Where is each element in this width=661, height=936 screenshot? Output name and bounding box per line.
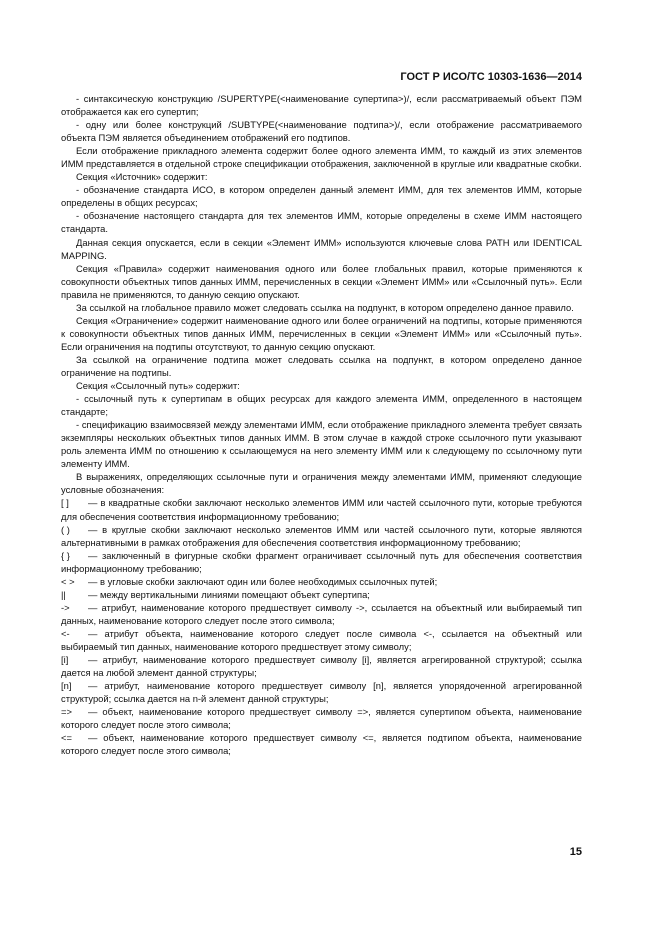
definition-symbol: < > xyxy=(61,575,75,587)
paragraph: Секция «Ограничение» содержит наименование одного или более ограничений на подтипы, которые применяются к совокупности объектных типов данных ИММ, перечисленных в секции «Элемент ИММ» или «Ссылочный путь». Если ограничения на подтипы отсутствуют, то данную секцию опускают. xyxy=(61,314,582,352)
paragraph: Секция «Правила» содержит наименования одного или более глобальных правил, которые применяются к совокупности объектных типов данных ИММ, перечисленных в секции «Элемент ИММ» или «Ссылочный путь». Если правила не применяются, то данную секцию опускают. xyxy=(61,262,582,300)
paragraph: - синтаксическую конструкцию /SUPERTYPE(<наименование супертипа>)/, если рассматриваемый объект ПЭМ отображается как его супертип; xyxy=(61,93,582,118)
definition-item xyxy=(61,523,582,549)
definition-symbol: || xyxy=(61,588,66,600)
definition-symbol: -> xyxy=(61,601,70,613)
definition-item xyxy=(61,496,582,522)
document-body xyxy=(61,92,582,757)
definition-symbol: <= xyxy=(61,732,72,744)
paragraph: Секция «Ссылочный путь» содержит: xyxy=(76,380,240,392)
paragraph: - обозначение стандарта ИСО, в котором определен данный элемент ИММ, для тех элементов ИММ, которые определены в общих ресурсах; xyxy=(61,184,582,209)
definition-text: — между вертикальными линиями помещают объект супертипа; xyxy=(88,588,370,600)
paragraph: Секция «Источник» содержит: xyxy=(76,171,208,183)
definition-text: — в квадратные скобки заключают несколько элементов ИММ или частей ссылочного пути, которые требуются для обеспечения соответствия информационному требованию; xyxy=(61,497,582,522)
definition-item xyxy=(61,575,582,588)
definition-item xyxy=(61,588,582,601)
definition-text: — атрибут, наименование которого предшествует символу [n], является упорядоченной агрегированной структурой; ссылка дается на n-й элемент данной структуры; xyxy=(61,680,582,705)
definition-text: — атрибут, наименование которого предшествует символу ->, ссылается на объектный или выбираемый тип данных, наименование которого следует после этого символа; xyxy=(61,601,582,626)
definition-item xyxy=(61,679,582,705)
definition-text: — атрибут объекта, наименование которого следует после символа <-, ссылается на объектный или выбираемый тип данных, наименование которого предшествует этому символу; xyxy=(61,627,582,652)
definition-text: — заключенный в фигурные скобки фрагмент ограничивает ссылочный путь для обеспечения соответствия информационному требованию; xyxy=(61,549,582,574)
definition-symbol: <- xyxy=(61,627,70,639)
definition-symbol: [i] xyxy=(61,654,69,666)
definition-item xyxy=(61,549,582,575)
page-header: ГОСТ Р ИСО/ТС 10303-1636—2014 xyxy=(400,71,582,83)
definition-item xyxy=(61,731,582,757)
definition-text: — в круглые скобки заключают несколько элементов ИММ или частей ссылочного пути, которые являются альтернативными в рамках отображения для обеспечения соответствия информационному требованию; xyxy=(61,523,582,548)
paragraph: - спецификацию взаимосвязей между элементами ИММ, если отображение прикладного элемента требует связать экземпляры нескольких объектных типов данных ИММ. В этом случае в каждой строке ссылочного пути указывают роль элемента ИММ по отношению к ссылающемуся на него элементу ИММ или к следующему по ссылочному пути элементу ИММ. xyxy=(61,419,582,470)
paragraph: - обозначение настоящего стандарта для тех элементов ИММ, которые определены в схеме ИММ настоящего стандарта. xyxy=(61,210,582,235)
paragraph: - одну или более конструкций /SUBTYPE(<наименование подтипа>)/, если отображение рассматриваемого объекта ПЭМ является объединением отображений его подтипов. xyxy=(61,119,582,144)
definition-text: — в угловые скобки заключают один или более необходимых ссылочных путей; xyxy=(88,575,438,587)
paragraph: - ссылочный путь к супертипам в общих ресурсах для каждого элемента ИММ, определенного в настоящем стандарте; xyxy=(61,393,582,418)
paragraph: Данная секция опускается, если в секции «Элемент ИММ» используются ключевые слова PATH или IDENTICAL MAPPING. xyxy=(61,236,582,261)
definition-text: — объект, наименование которого предшествует символу <=, является подтипом объекта, наименование которого следует после этого символа; xyxy=(61,732,582,757)
definition-item xyxy=(61,627,582,653)
definition-symbol: => xyxy=(61,706,72,718)
definition-text: — объект, наименование которого предшествует символу =>, является супертипом объекта, наименование которого следует после этого символа; xyxy=(61,706,582,731)
paragraph: Если отображение прикладного элемента содержит более одного элемента ИММ, то каждый из этих элементов ИММ представляется в отдельной строке спецификации отображения, заключенной в круглые или квадратные скобки. xyxy=(61,145,582,170)
definition-item xyxy=(61,601,582,627)
paragraph: За ссылкой на ограничение подтипа может следовать ссылка на подпункт, в котором определено данное ограничение на подтипы. xyxy=(61,353,582,378)
page-number: 15 xyxy=(569,846,582,858)
definition-symbol: [n] xyxy=(61,680,72,692)
definition-item xyxy=(61,705,582,731)
definition-text: — атрибут, наименование которого предшествует символу [i], является агрегированной структурой; ссылка дается на любой элемент данной структуры; xyxy=(61,654,582,679)
definition-symbol: { } xyxy=(61,549,70,561)
definition-item xyxy=(61,653,582,679)
definition-symbol: [ ] xyxy=(61,497,69,509)
definition-symbol: ( ) xyxy=(61,523,70,535)
paragraph: За ссылкой на глобальное правило может следовать ссылка на подпункт, в котором определено данное правило. xyxy=(76,301,574,313)
paragraph: В выражениях, определяющих ссылочные пути и ограничения между элементами ИММ, применяют следующие условные обозначения: xyxy=(61,471,582,496)
